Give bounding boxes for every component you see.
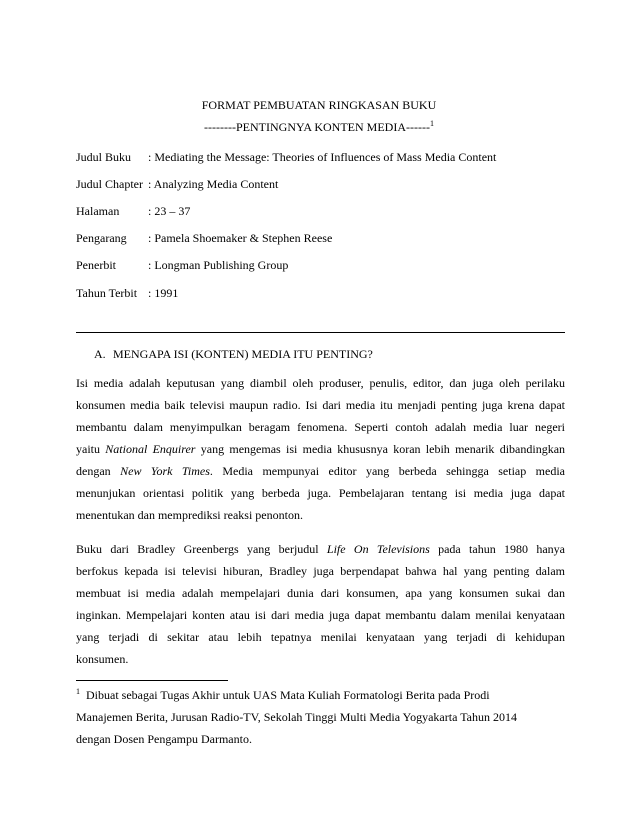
- text-run: yang mengemas isi media khususnya koran lebih menarik dibandingkan: [200, 442, 566, 456]
- paragraph-line: konsumen.: [76, 652, 129, 666]
- footnote-reference[interactable]: 1: [429, 119, 434, 128]
- text-run: dengan: [76, 464, 111, 478]
- paragraph-line: Isi media adalah keputusan yang diambil oleh produser, penulis, editor, dan juga oleh perilaku: [76, 376, 565, 390]
- text-run: . Media mempunyai editor yang berbeda sehingga setiap media: [209, 464, 565, 478]
- subtitle-text: --------PENTINGNYA KONTEN MEDIA------: [204, 120, 430, 134]
- horizontal-rule: [76, 332, 565, 333]
- paragraph-line: [76, 460, 565, 482]
- meta-label-pengarang: Pengarang: [76, 231, 127, 245]
- meta-label-tahun-terbit: Tahun Terbit: [76, 286, 138, 300]
- paragraph-line: membantu dalam menyimpulkan beragam fenomena. Seperti contoh adalah media luar negeri: [76, 420, 565, 434]
- meta-value-judul-buku: : Mediating the Message: Theories of Influences of Mass Media Content: [148, 150, 497, 164]
- italic-title-national-enquirer: National Enquirer: [105, 442, 196, 456]
- meta-value-halaman: : 23 – 37: [148, 204, 191, 218]
- paragraph-line: menunjukan orientasi politik yang berbeda juga. Pembelajaran tentang isi media juga dapat: [76, 486, 565, 500]
- footnote-mark: 1: [76, 687, 80, 696]
- section-letter: A.: [94, 347, 106, 361]
- paragraph-line: menentukan dan memprediksi reaksi penonton.: [76, 508, 303, 522]
- footnote-line: [76, 684, 565, 706]
- meta-label-halaman: Halaman: [76, 204, 120, 218]
- paragraph-2: [76, 538, 565, 670]
- text-run: pada tahun 1980 hanya: [438, 542, 565, 556]
- meta-label-penerbit: Penerbit: [76, 258, 116, 272]
- footnote-separator: [76, 680, 228, 681]
- paragraph-line: yang terjadi di sekitar atau lebih tepatnya menilai kenyataan yang terjadi di kehidupan: [76, 630, 565, 644]
- italic-title-new-york-times: New York Times: [120, 464, 210, 478]
- paragraph-1: [76, 372, 565, 526]
- paragraph-line: [76, 438, 565, 460]
- paragraph-line: membuat isi media adalah mempelajari dunia dari konsumen, apa yang konsumen sukai dan: [76, 586, 565, 600]
- paragraph-line: konsumen media baik televisi maupun radio. Isi dari media itu menjadi penting juga krena dapat: [76, 398, 565, 412]
- footnote: [76, 684, 565, 750]
- section-heading-text: MENGAPA ISI (KONTEN) MEDIA ITU PENTING?: [113, 347, 373, 361]
- meta-value-pengarang: : Pamela Shoemaker & Stephen Reese: [148, 231, 333, 245]
- meta-value-penerbit: : Longman Publishing Group: [148, 258, 289, 272]
- document-subtitle: [0, 120, 638, 134]
- meta-value-judul-chapter: : Analyzing Media Content: [148, 177, 279, 191]
- paragraph-line: [76, 538, 565, 560]
- text-run: Buku dari Bradley Greenbergs yang berjudul: [76, 542, 319, 556]
- footnote-line: Manajemen Berita, Jurusan Radio-TV, Sekolah Tinggi Multi Media Yogyakarta Tahun 2014: [76, 710, 518, 724]
- paragraph-line: berfokus kepada isi televisi hiburan, Bradley juga berpendapat bahwa hal yang penting dalam: [76, 564, 565, 578]
- text-run: yaitu: [76, 442, 100, 456]
- italic-title-life-on-televisions: Life On Televisions: [326, 542, 430, 556]
- meta-value-tahun-terbit: : 1991: [148, 286, 179, 300]
- paragraph-line: inginkan. Mempelajari konten atau isi dari media juga dapat membantu dalam menilai kenyataan: [76, 608, 565, 622]
- section-heading: [94, 347, 373, 361]
- meta-label-judul-buku: Judul Buku: [76, 150, 132, 164]
- footnote-line: dengan Dosen Pengampu Darmanto.: [76, 732, 252, 746]
- document-title: FORMAT PEMBUATAN RINGKASAN BUKU: [201, 98, 437, 112]
- meta-label-judul-chapter: Judul Chapter: [76, 177, 143, 191]
- text-run: Dibuat sebagai Tugas Akhir untuk UAS Mata Kuliah Formatologi Berita pada Prodi: [86, 688, 490, 702]
